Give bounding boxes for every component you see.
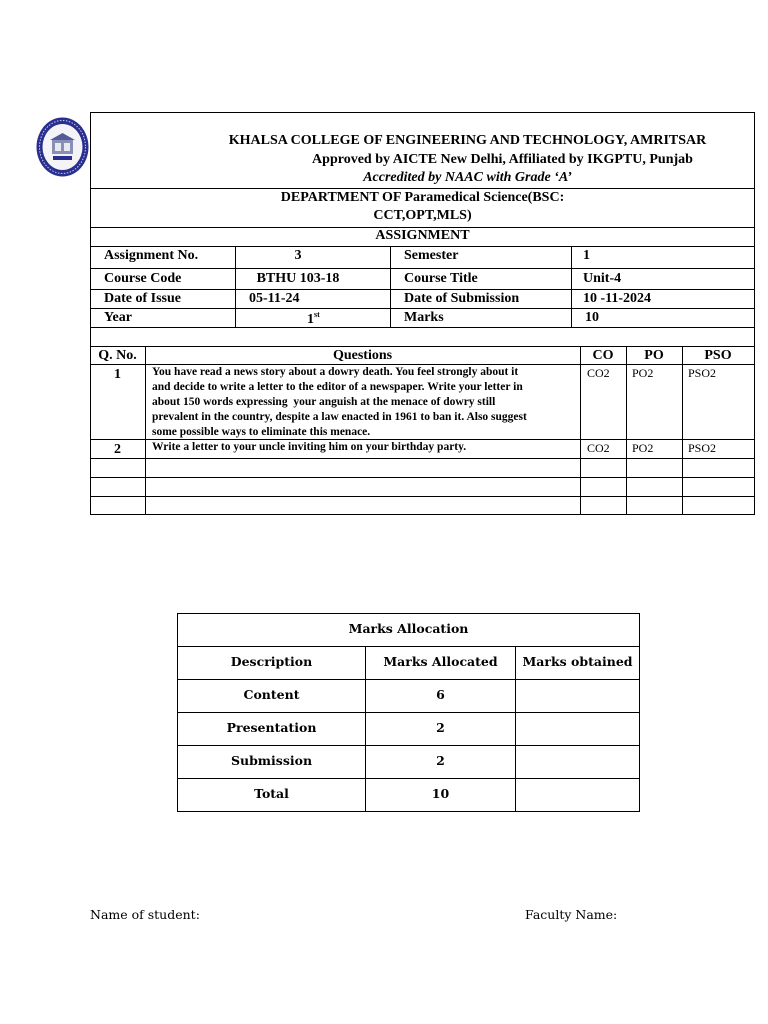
row-obtained [516,746,640,779]
row-description: Presentation [178,713,366,746]
question-2-text [152,440,577,455]
question-2-po: PO2 [632,441,654,455]
question-1-number: 1 [114,367,121,382]
accreditation-line: Accredited by NAAC with Grade ‘A’ [363,170,572,185]
question-2-pso: PSO2 [688,441,717,455]
question-2-number: 2 [114,442,121,457]
question-1-line: and decide to write a letter to the editor of a newspaper. Write your letter in [152,381,523,393]
course-code-label: Course Code [104,271,182,286]
row-allocated: 6 [366,680,516,713]
semester-label: Semester [404,248,459,263]
table-row [178,680,640,713]
question-1-pso: PSO2 [688,366,717,380]
question-1-co: CO2 [587,366,610,380]
course-code-value: BTHU 103-18 [256,271,340,286]
marks-value: 10 [585,310,599,325]
question-1-text [152,365,577,440]
question-1-line: prevalent in the country, despite a law enacted in 1961 to ban it. Also suggest [152,411,527,423]
assignment-heading: ASSIGNMENT [375,228,470,243]
row-description: Content [178,680,366,713]
pso-header: PSO [704,348,732,363]
faculty-name-label: Faculty Name: [525,907,618,922]
year-label: Year [104,310,132,325]
date-of-submission-value: 10 -11-2024 [583,291,652,306]
year-suffix: st [314,310,320,319]
marks-obtained-header: Marks obtained [516,647,640,680]
student-name-label: Name of student: [90,907,200,922]
semester-value: 1 [583,248,590,263]
college-name: KHALSA COLLEGE OF ENGINEERING AND TECHNOLOGY, AMRITSAR [228,133,707,148]
date-of-issue-value: 05-11-24 [249,291,300,306]
table-row [178,746,640,779]
marks-allocation-table [177,613,640,812]
question-1-line: some possible ways to eliminate this menace. [152,426,371,438]
po-header: PO [644,348,664,363]
row-allocated: 2 [366,713,516,746]
approval-line: Approved by AICTE New Delhi, Affiliated by IKGPTU, Punjab [312,152,693,167]
assignment-no-label: Assignment No. [104,248,199,263]
year-number: 1 [307,312,314,327]
question-2-co: CO2 [587,441,610,455]
marks-allocated-header: Marks Allocated [366,647,516,680]
department-line-1: DEPARTMENT OF Paramedical Science(BSC: [280,190,565,205]
row-obtained [516,779,640,812]
marks-label: Marks [404,310,444,325]
course-title-value: Unit-4 [583,271,622,286]
college-logo [35,116,90,178]
row-description: Total [178,779,366,812]
co-header: CO [592,348,614,363]
description-header: Description [178,647,366,680]
row-obtained [516,713,640,746]
question-2-line: Write a letter to your uncle inviting him on your birthday party. [152,441,467,453]
question-1-line: You have read a news story about a dowry death. You feel strongly about it [152,366,519,378]
department-line-2: CCT,OPT,MLS) [373,208,472,223]
question-1-line: about 150 words expressing your anguish at the menace of dowry still [152,396,496,408]
course-title-label: Course Title [404,271,478,286]
table-row [178,713,640,746]
qno-header: Q. No. [98,348,137,363]
question-1-po: PO2 [632,366,654,380]
questions-header: Questions [332,348,393,363]
date-of-submission-label: Date of Submission [404,291,520,306]
row-description: Submission [178,746,366,779]
marks-allocation-title: Marks Allocation [178,614,640,647]
year-value [307,311,320,327]
row-allocated: 2 [366,746,516,779]
date-of-issue-label: Date of Issue [104,291,181,306]
table-row [178,779,640,812]
row-obtained [516,680,640,713]
row-allocated: 10 [366,779,516,812]
assignment-no-value: 3 [294,248,302,263]
